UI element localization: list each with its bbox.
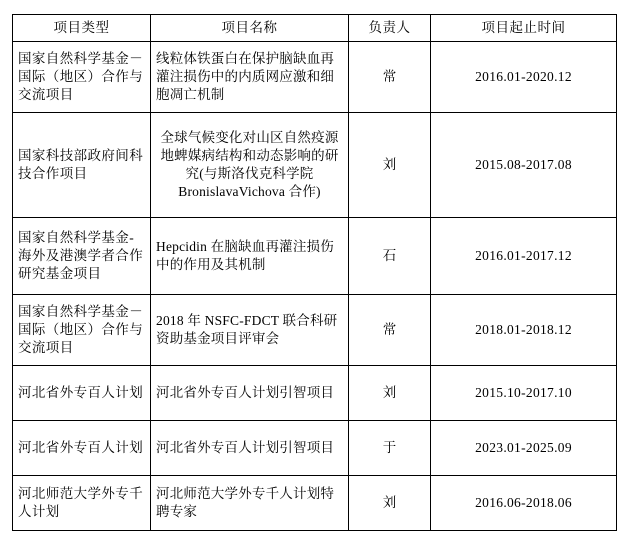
- cell-project-type: 国家自然科学基金-海外及港澳学者合作研究基金项目: [13, 217, 151, 294]
- cell-project-type: 国家科技部政府间科技合作项目: [13, 112, 151, 217]
- cell-project-lead: 刘: [349, 112, 431, 217]
- table-row: [13, 420, 617, 475]
- column-header-lead: 负责人: [349, 15, 431, 42]
- cell-project-name: Hepcidin 在脑缺血再灌注损伤中的作用及其机制: [151, 217, 349, 294]
- cell-project-type: 国家自然科学基金－国际（地区）合作与交流项目: [13, 41, 151, 112]
- cell-project-time: 2015.08-2017.08: [431, 112, 617, 217]
- cell-project-time: 2015.10-2017.10: [431, 365, 617, 420]
- cell-project-lead: 于: [349, 420, 431, 475]
- cell-project-lead: 刘: [349, 475, 431, 530]
- projects-table: [12, 14, 617, 531]
- table-row: [13, 365, 617, 420]
- cell-project-time: 2016.01-2017.12: [431, 217, 617, 294]
- cell-project-lead: 常: [349, 294, 431, 365]
- cell-project-name: 2018 年 NSFC-FDCT 联合科研资助基金项目评审会: [151, 294, 349, 365]
- column-header-time: 项目起止时间: [431, 15, 617, 42]
- cell-project-time: 2016.06-2018.06: [431, 475, 617, 530]
- cell-project-type: 河北省外专百人计划: [13, 365, 151, 420]
- table-row: [13, 294, 617, 365]
- cell-project-name: 全球气候变化对山区自然疫源地蜱媒病结构和动态影响的研究(与斯洛伐克科学院 BronislavaVichova 合作): [151, 112, 349, 217]
- cell-project-time: 2018.01-2018.12: [431, 294, 617, 365]
- cell-project-name: 线粒体铁蛋白在保护脑缺血再灌注损伤中的内质网应激和细胞凋亡机制: [151, 41, 349, 112]
- table-row: [13, 112, 617, 217]
- table-row: [13, 41, 617, 112]
- cell-project-time: 2016.01-2020.12: [431, 41, 617, 112]
- cell-project-type: 河北省外专百人计划: [13, 420, 151, 475]
- cell-project-lead: 常: [349, 41, 431, 112]
- cell-project-time: 2023.01-2025.09: [431, 420, 617, 475]
- cell-project-type: 国家自然科学基金－国际（地区）合作与交流项目: [13, 294, 151, 365]
- table-header: [13, 15, 617, 42]
- table-row: [13, 217, 617, 294]
- cell-project-name: 河北省外专百人计划引智项目: [151, 420, 349, 475]
- column-header-name: 项目名称: [151, 15, 349, 42]
- cell-project-name: 河北师范大学外专千人计划特聘专家: [151, 475, 349, 530]
- table-row: [13, 475, 617, 530]
- column-header-type: 项目类型: [13, 15, 151, 42]
- cell-project-name: 河北省外专百人计划引智项目: [151, 365, 349, 420]
- cell-project-lead: 石: [349, 217, 431, 294]
- table-body: [13, 41, 617, 530]
- cell-project-type: 河北师范大学外专千人计划: [13, 475, 151, 530]
- cell-project-lead: 刘: [349, 365, 431, 420]
- table-header-row: [13, 15, 617, 42]
